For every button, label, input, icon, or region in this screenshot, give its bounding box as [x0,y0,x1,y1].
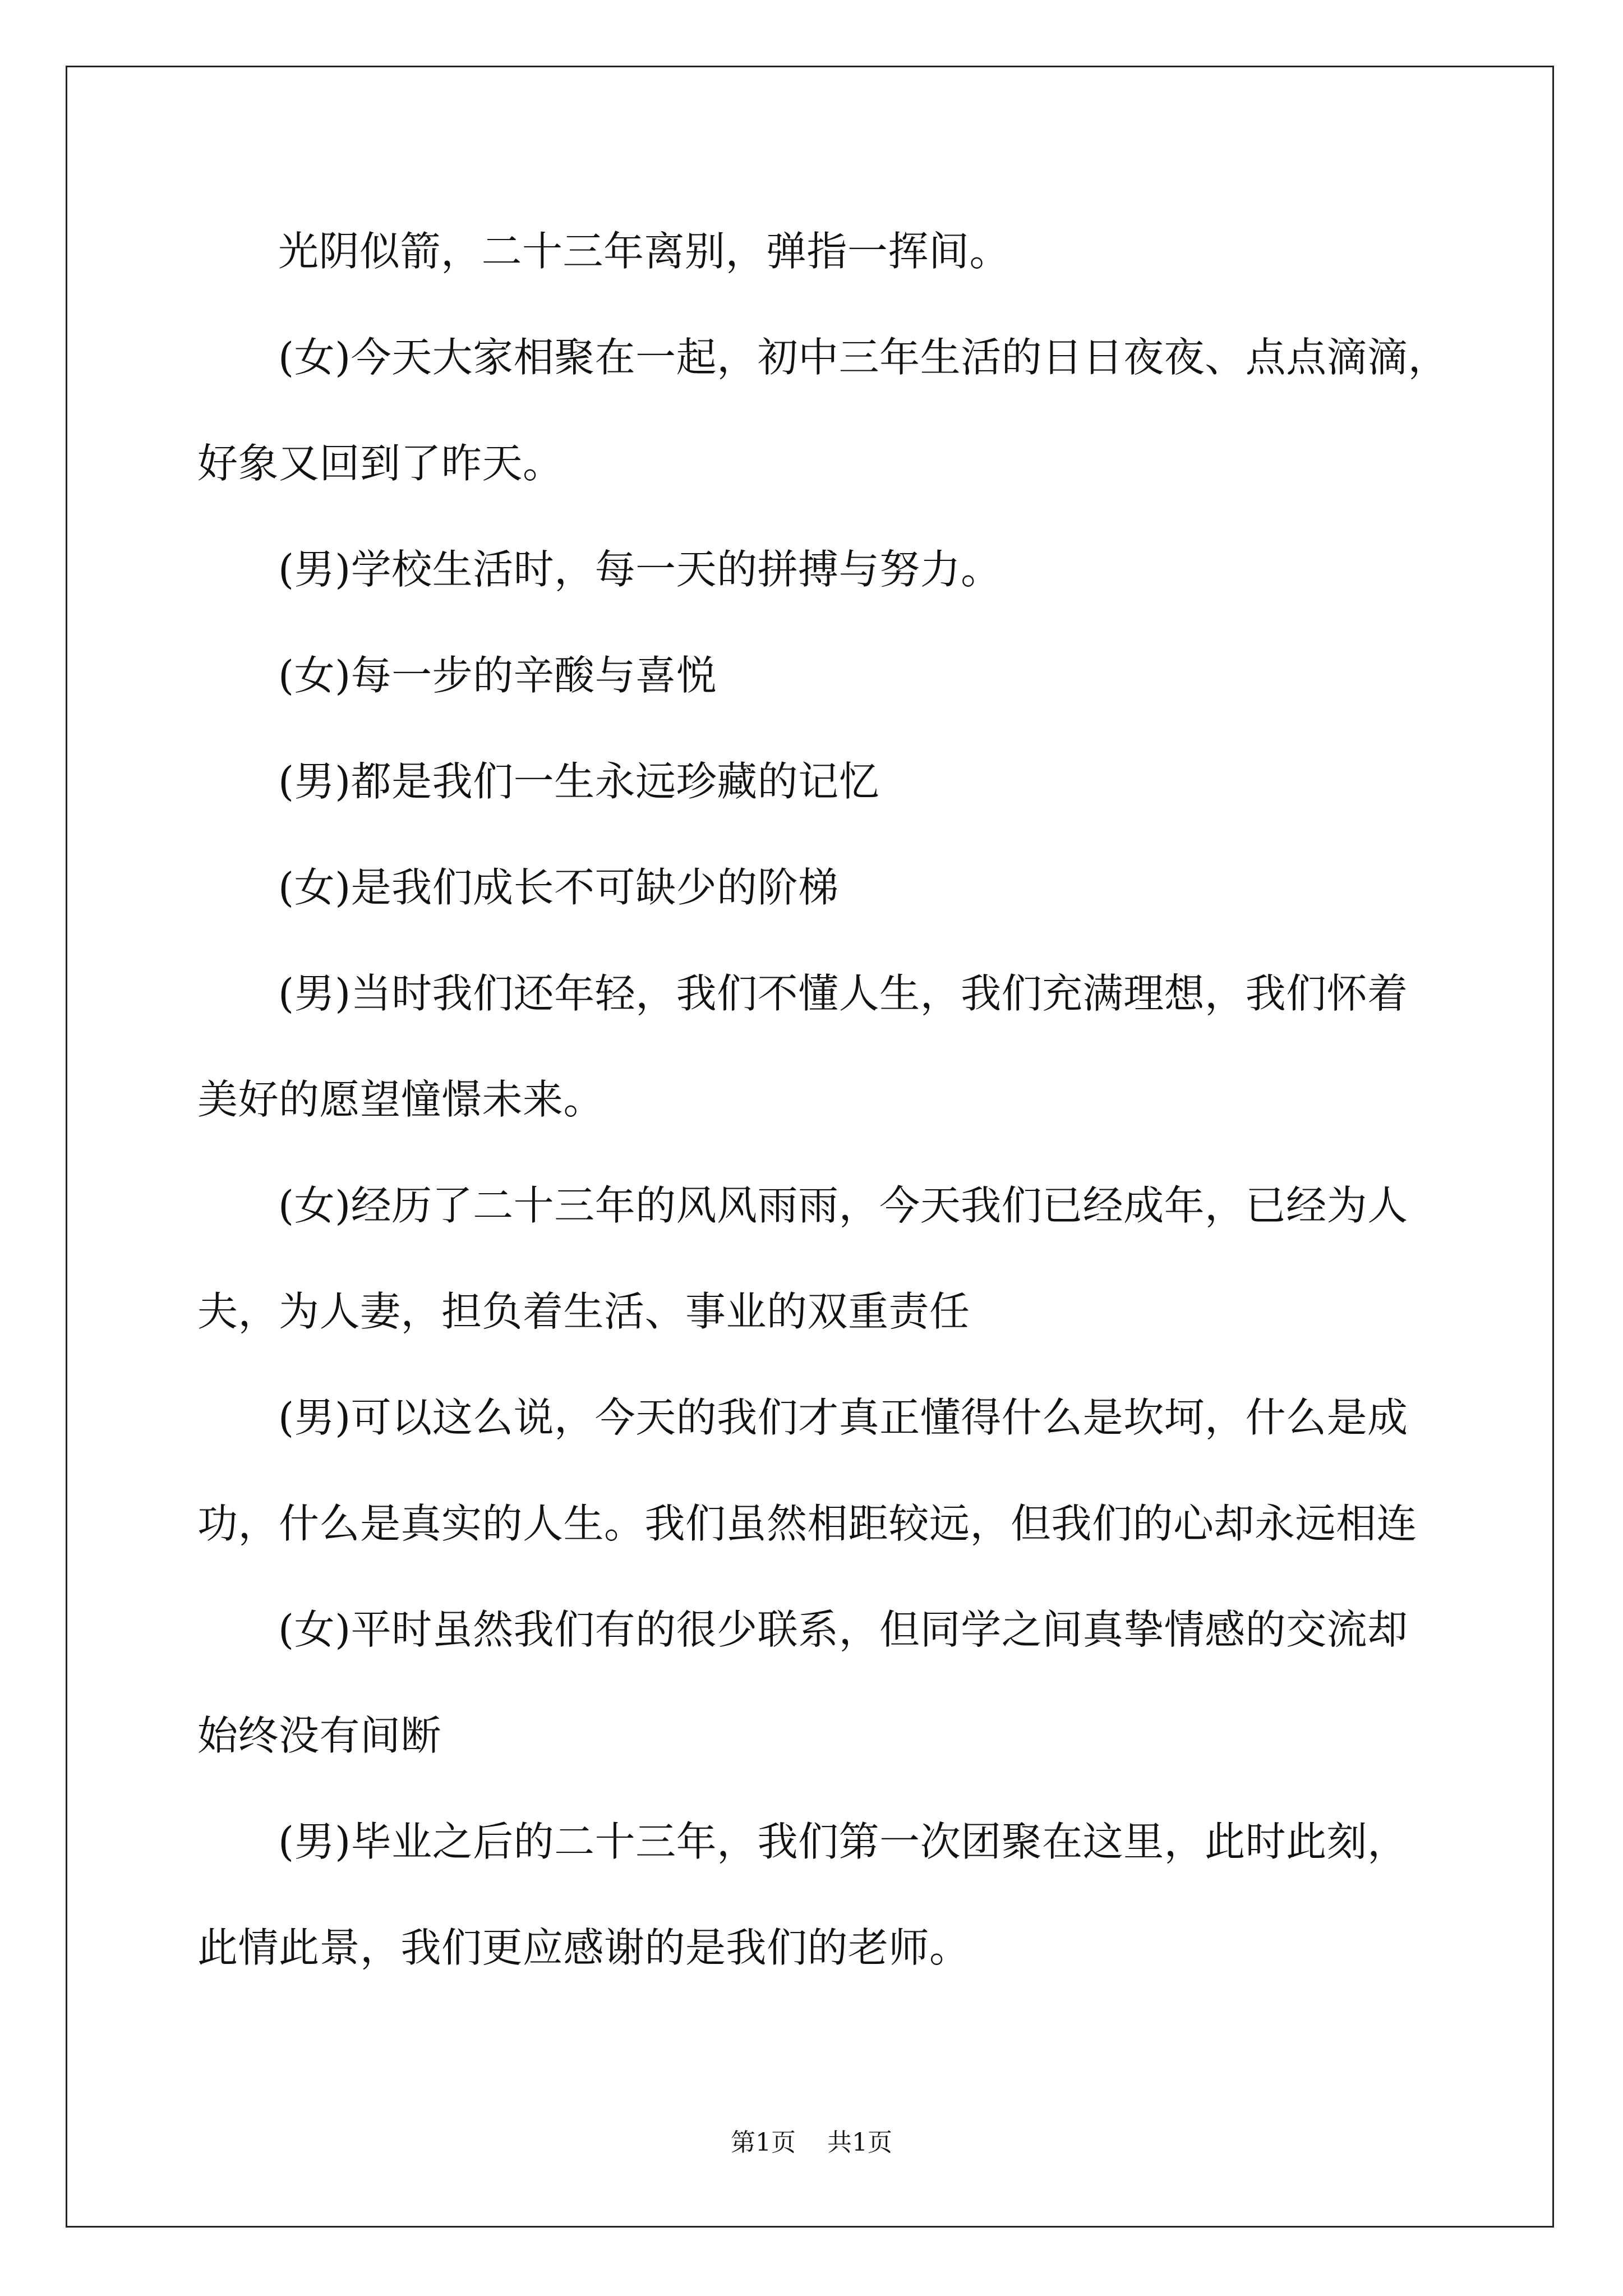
paragraph [197,835,1532,941]
paragraph [197,623,1532,729]
paragraph-line: (男)可以这么说，今天的我们才真正懂得什么是坎坷，什么是成 [278,1394,1408,1441]
paragraph-line: (男)毕业之后的二十三年，我们第一次团聚在这里，此时此刻， [278,1818,1408,1865]
paragraph [197,1365,1532,1577]
paragraph-line: 始终没有间断 [197,1712,442,1759]
paragraph [197,729,1532,835]
paragraph-line: 美好的愿望憧憬未来。 [197,1076,605,1123]
paragraph-line: 此情此景，我们更应感谢的是我们的老师。 [197,1924,970,1971]
page-total: 共1页 [827,2128,892,2157]
paragraph-line: (女)平时虽然我们有的很少联系，但同学之间真挚情感的交流却 [278,1606,1408,1653]
paragraph [197,305,1532,517]
paragraph [197,1153,1532,1365]
paragraph [197,1577,1532,1789]
paragraph-line: (女)是我们成长不可缺少的阶梯 [278,864,839,911]
paragraph-line: 夫，为人妻，担负着生活、事业的双重责任 [197,1288,970,1335]
paragraph [197,941,1532,1153]
paragraph [197,1789,1532,2001]
page-number: 第1页 [731,2128,796,2157]
page-footer [0,2127,1623,2159]
paragraph-line: 功，什么是真实的人生。我们虽然相距较远，但我们的心却永远相连 [197,1500,1418,1547]
paragraph-line: 光阴似箭，二十三年离别，弹指一挥间。 [278,228,1011,275]
paragraph [197,199,1532,305]
paragraph-line: (男)当时我们还年轻，我们不懂人生，我们充满理想，我们怀着 [278,970,1408,1017]
paragraph-line: (女)经历了二十三年的风风雨雨，今天我们已经成年，已经为人 [278,1182,1408,1229]
document-body [197,199,1532,2001]
paragraph-line: (男)都是我们一生永远珍藏的记忆 [278,758,880,805]
paragraph-line: (女)每一步的辛酸与喜悦 [278,652,717,699]
paragraph-line: (男)学校生活时，每一天的拼搏与努力。 [278,546,1002,593]
paragraph-line: 好象又回到了昨天。 [197,440,564,487]
paragraph [197,517,1532,623]
paragraph-line: (女)今天大家相聚在一起，初中三年生活的日日夜夜、点点滴滴， [278,334,1449,381]
